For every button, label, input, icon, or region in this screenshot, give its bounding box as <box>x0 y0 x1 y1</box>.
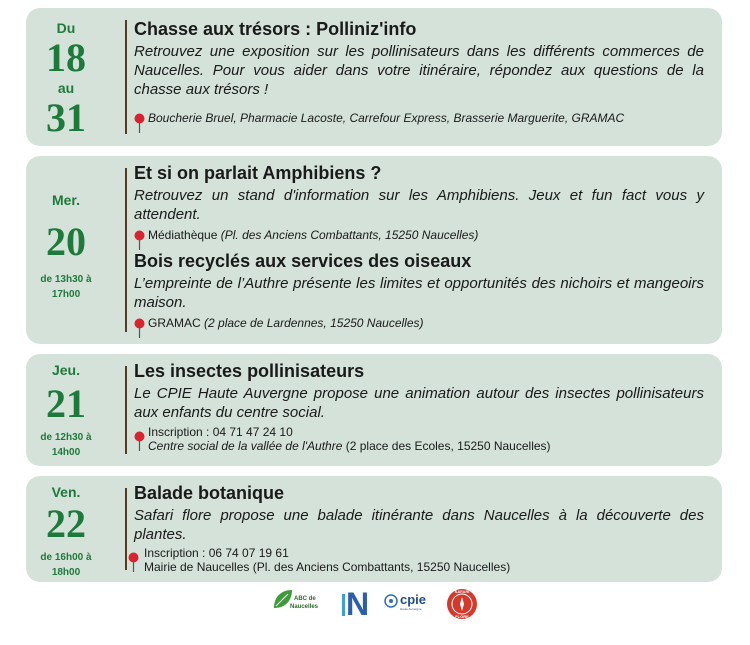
date-day: 21 <box>46 381 86 426</box>
event-content <box>134 482 704 574</box>
map-pin-icon <box>134 230 145 250</box>
location-detail: (2 place de Lardennes, 15250 Naucelles) <box>204 316 424 330</box>
event-description: Le CPIE Haute Auvergne propose une animation autour des insectes pollinisateurs aux enfants du centre social. <box>134 385 704 421</box>
event-description: Retrouvez une exposition sur les pollinisateurs dans les différents commerces de Naucelles. Pour vous aider dans votre itinéraire, répondez aux questions de la chasse aux trésors ! <box>134 43 704 98</box>
date-prefix: Ven. <box>51 484 81 500</box>
safari-logo-text: SAFARI <box>454 589 470 594</box>
location-name: Centre social de la vallée de l'Authre <box>148 439 343 453</box>
event-time: de 13h30 à 17h00 <box>40 274 92 300</box>
event-time: de 12h30 à 14h00 <box>40 432 92 458</box>
event-content <box>134 162 704 330</box>
event-card-1 <box>26 8 722 146</box>
date-prefix: Du <box>56 20 76 36</box>
date-day: 22 <box>46 501 86 546</box>
location-name: Médiathèque <box>148 228 218 242</box>
n-logo-letter: N <box>346 586 370 622</box>
divider-line <box>125 488 127 570</box>
abc-naucelles-logo <box>272 588 330 624</box>
event-location <box>134 111 704 125</box>
map-pin-icon <box>134 318 145 338</box>
event-date <box>26 156 106 344</box>
location-detail: (Pl. des Anciens Combattants, 15250 Naucelles) <box>220 228 479 242</box>
n-logo-bar <box>342 594 345 616</box>
event-time: de 16h00 à 18h00 <box>40 552 92 578</box>
event-description-2: L’empreinte de l’Authre présente les limites et opportunités des nichoirs et mangeoirs maison. <box>134 275 704 311</box>
event-location <box>134 546 704 574</box>
date-prefix: Jeu. <box>51 362 80 378</box>
event-content <box>134 360 704 453</box>
event-location <box>134 228 704 242</box>
event-title-2: Bois recyclés aux services des oiseaux <box>134 251 472 271</box>
event-title: Balade botanique <box>134 483 285 503</box>
event-description: Retrouvez un stand d'information sur les Amphibiens. Jeux et fun fact vous y attendent. <box>134 187 704 223</box>
map-pin-icon <box>134 431 145 451</box>
event-location-2 <box>134 316 704 330</box>
cpie-circle-icon <box>384 594 398 608</box>
event-card-2 <box>26 156 722 344</box>
event-title: Les insectes pollinisateurs <box>134 361 365 381</box>
event-date <box>26 8 106 146</box>
cpie-logo-subtext: Haute Auvergne <box>400 607 422 611</box>
partner-logos <box>0 588 750 624</box>
event-card-4 <box>26 476 722 582</box>
safari-logo-text-2: FLORE <box>455 614 469 619</box>
cpie-logo <box>384 588 434 618</box>
event-description: Safari flore propose une balade itinérante dans Naucelles à la découverte des plantes. <box>134 507 704 543</box>
date-day: 18 <box>46 35 86 80</box>
divider-line <box>125 20 127 134</box>
location-name: GRAMAC <box>148 316 201 330</box>
location-detail: (2 place des Ecoles, 15250 Naucelles) <box>345 439 551 453</box>
date-day-end: 31 <box>46 95 86 140</box>
event-title: Et si on parlait Amphibiens ? <box>134 163 382 183</box>
inscription-text: Inscription : 04 71 47 24 10 <box>148 425 293 439</box>
abc-logo-text: ABC de <box>294 596 316 602</box>
inscription-text: Inscription : 06 74 07 19 61 <box>144 546 289 560</box>
event-location <box>134 425 704 453</box>
event-content <box>134 18 704 125</box>
abc-logo-text-2: Naucelles <box>290 604 319 610</box>
divider-line <box>125 168 127 332</box>
date-mid: au <box>57 80 75 96</box>
location-text: Boucherie Bruel, Pharmacie Lacoste, Carrefour Express, Brasserie Marguerite, GRAMAC <box>148 111 625 125</box>
location-text: Mairie de Naucelles (Pl. des Anciens Combattants, 15250 Naucelles) <box>144 560 511 574</box>
date-prefix: Mer. <box>51 192 80 208</box>
map-pin-icon <box>134 113 145 133</box>
naucelles-n-logo <box>342 588 370 622</box>
date-day: 20 <box>46 219 86 264</box>
event-date <box>26 354 106 466</box>
cpie-logo-text: cpie <box>400 592 427 607</box>
map-pin-icon <box>128 552 139 572</box>
divider-line <box>125 366 127 454</box>
event-card-3 <box>26 354 722 466</box>
event-title: Chasse aux trésors : Polliniz'info <box>134 19 417 39</box>
safari-flore-logo <box>446 588 478 620</box>
event-date <box>26 476 106 582</box>
